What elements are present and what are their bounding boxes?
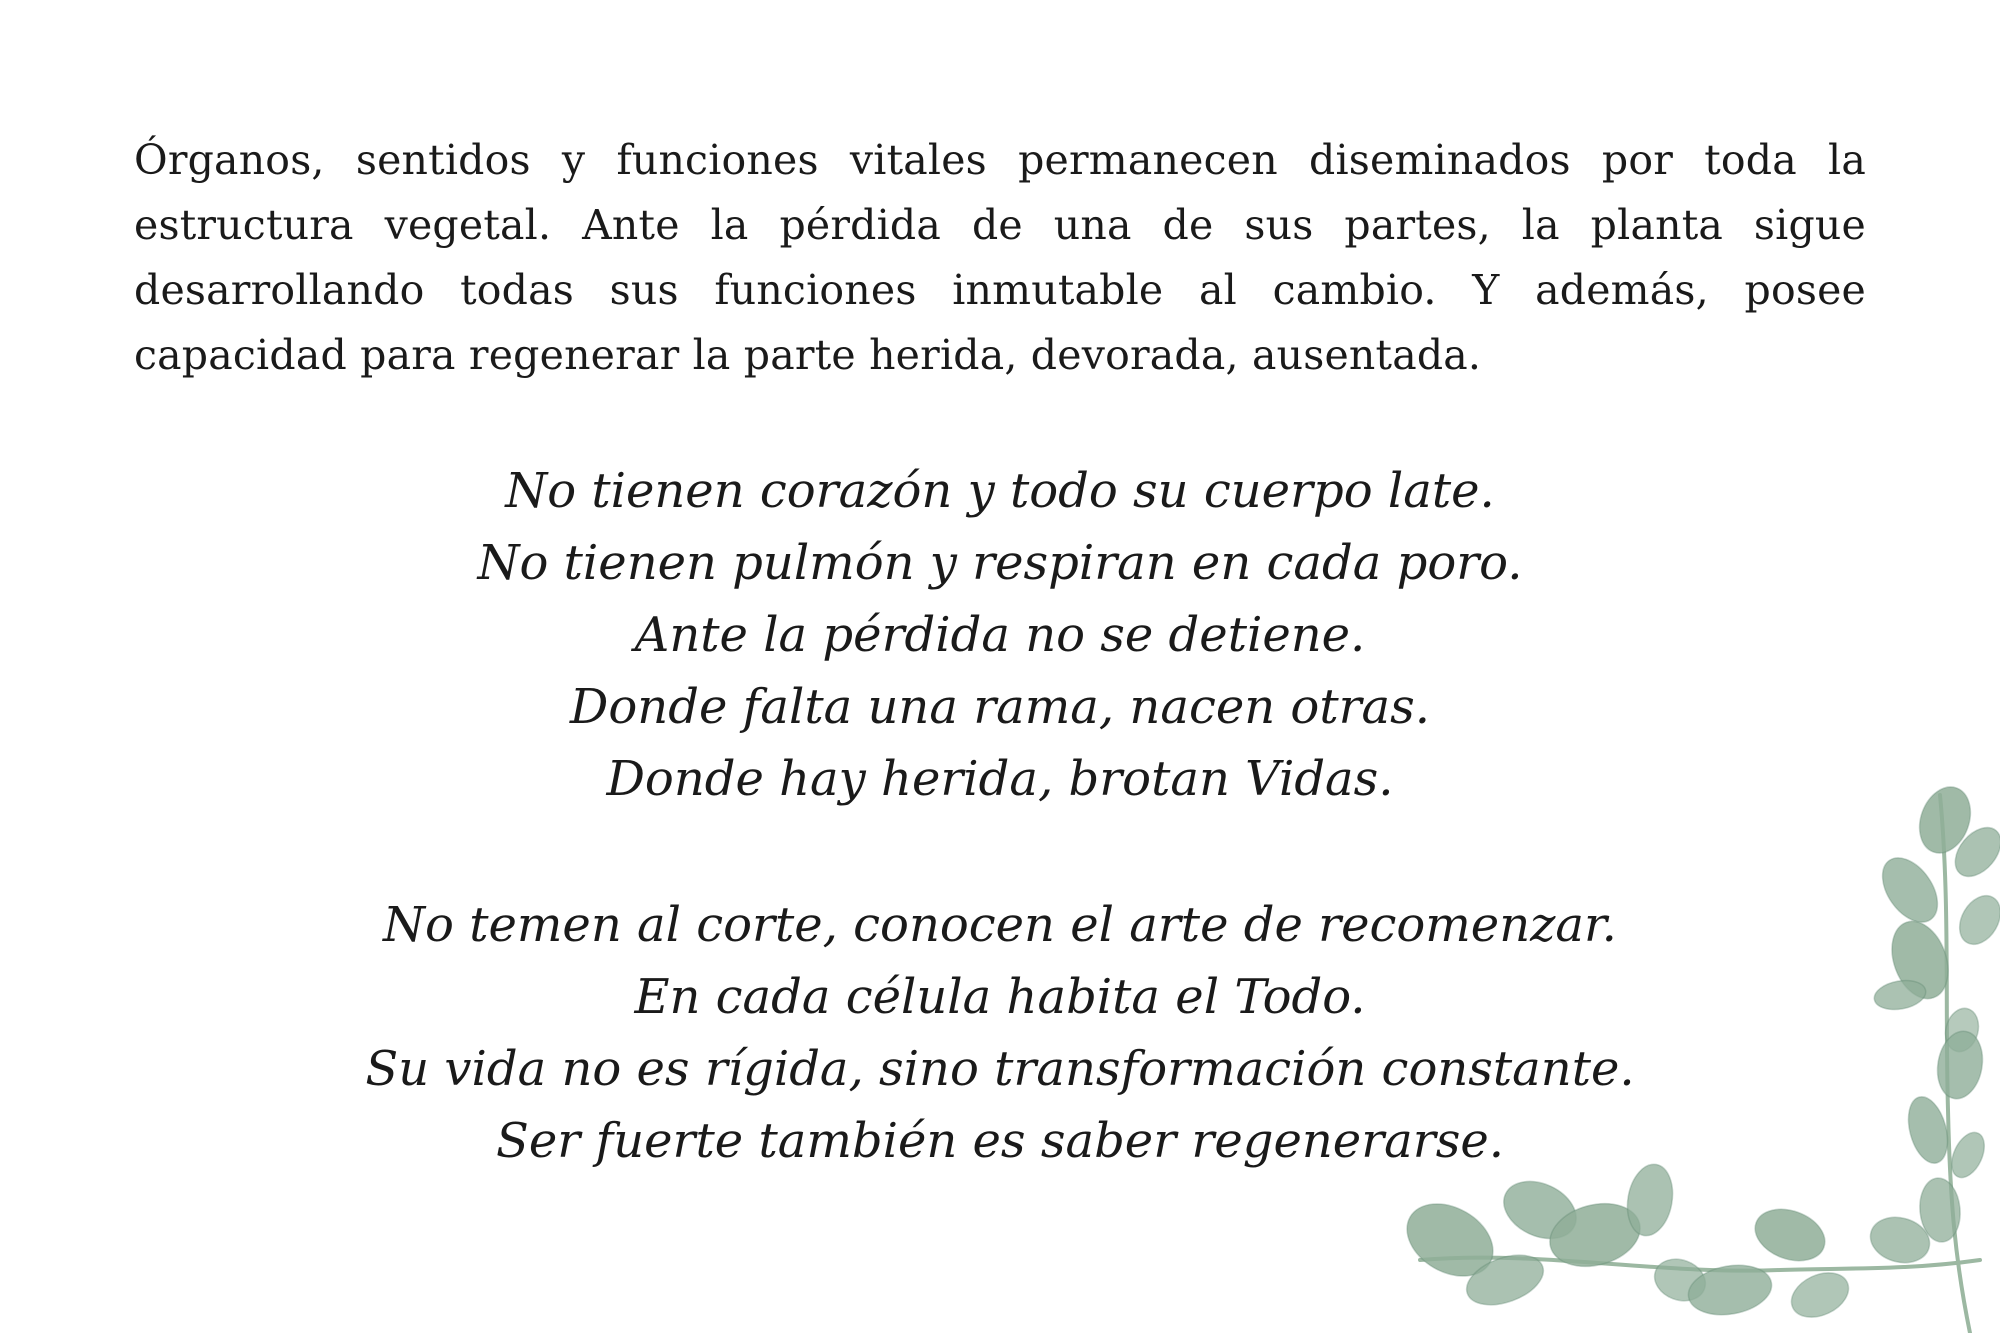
- leaf-shape: [1784, 1264, 1855, 1326]
- verse-line: En cada célula habita el Todo.: [634, 969, 1366, 1025]
- intro-paragraph: Órganos, sentidos y funciones vitales permanecen diseminados por toda la estructura vegetal. Ante la pérdida de una de sus partes, la planta sigue desarrollando todas sus funciones inmutable al cambio. Y además, posee capacidad para regenerar la parte herida, devorada, ausentada.: [134, 136, 1866, 379]
- eucalyptus-branch-icon: [1380, 780, 2000, 1333]
- leaf-shape: [1951, 888, 2000, 951]
- leaf-shape: [1871, 848, 1948, 932]
- verse-line: Su vida no es rígida, sino transformación constante.: [365, 1041, 1635, 1097]
- leaf-shape: [1748, 1200, 1832, 1270]
- verse-line: No temen al corte, conocen el arte de recomenzar.: [383, 897, 1617, 953]
- verse-line: Ante la pérdida no se detiene.: [634, 607, 1366, 663]
- verse-line: No tienen pulmón y respiran en cada poro.: [477, 535, 1523, 591]
- verse-line: Donde falta una rama, nacen otras.: [569, 679, 1431, 735]
- leaf-shape: [1932, 1028, 1987, 1103]
- verse-line: Donde hay herida, brotan Vidas.: [606, 751, 1394, 807]
- verse-line: Ser fuerte también es saber regenerarse.: [495, 1113, 1505, 1169]
- stanza-1: [200, 455, 1800, 815]
- verse-line: No tienen corazón y todo su cuerpo late.: [505, 463, 1495, 519]
